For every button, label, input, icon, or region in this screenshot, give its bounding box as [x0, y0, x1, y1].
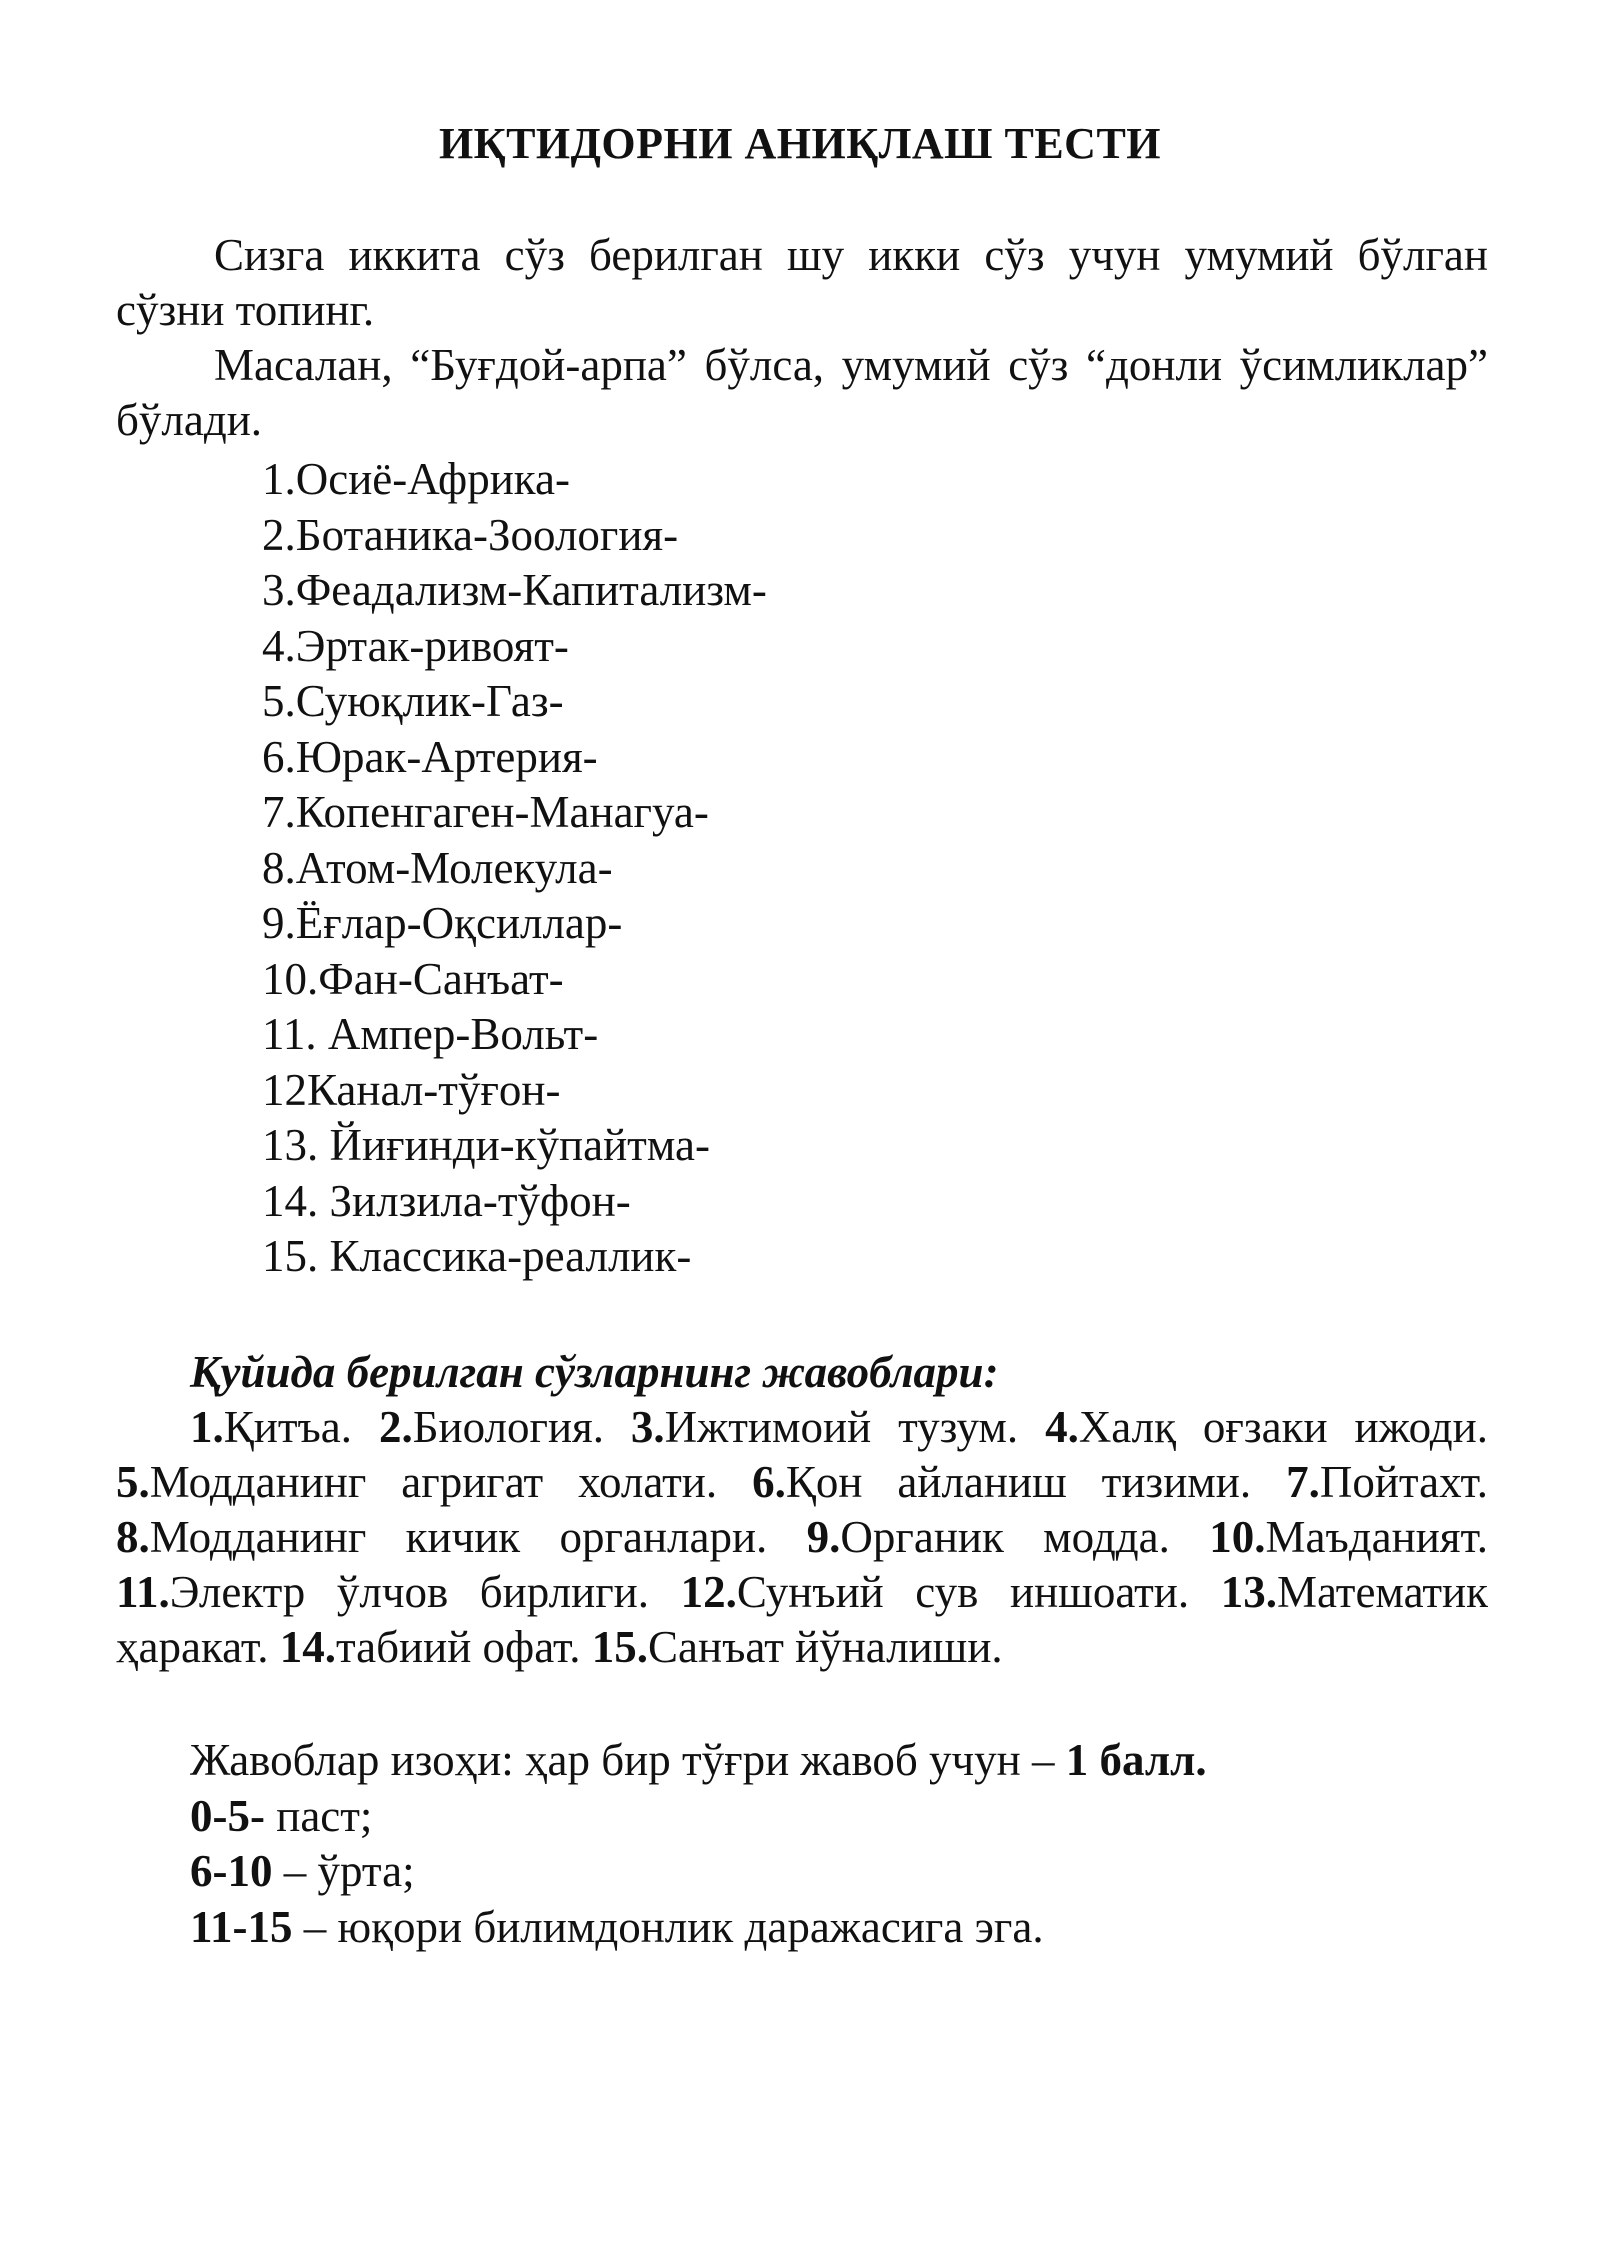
scoring-label: – юқори билимдонлик даражасига эга.: [292, 1901, 1044, 1952]
answer-number: 10.: [1209, 1512, 1266, 1562]
answer-text: Қитъа.: [223, 1402, 353, 1452]
scoring-range: 11-15: [190, 1901, 293, 1952]
list-item: 15. Классика-реаллик-: [262, 1231, 692, 1281]
answer-text: Модданинг кичик органлари.: [149, 1512, 768, 1562]
answers-heading: Қуйида берилган сўзларнинг жавоблари:: [190, 1347, 999, 1397]
answer-text: Қон айланиш тизими.: [785, 1457, 1252, 1507]
answer-number: 15.: [591, 1622, 649, 1672]
answer-text: Биология.: [412, 1402, 604, 1452]
scoring-note: [190, 1733, 1207, 1789]
scoring-label: – ўрта;: [272, 1846, 415, 1896]
answer-text: Ижтимоий тузум.: [664, 1402, 1019, 1452]
answer-number: 1.: [190, 1402, 224, 1452]
list-item: 10.Фан-Санъат-: [262, 953, 564, 1004]
scoring-note-text: Жавоблар изоҳи: ҳар бир тўғри жавоб учун –: [190, 1735, 1066, 1785]
answer-text: табиий офат.: [335, 1622, 581, 1672]
intro-block: [116, 228, 1488, 448]
list-item: 13. Йиғинди-кўпайтма-: [262, 1120, 710, 1170]
list-item: 3.Феадализм-Капитализм-: [262, 565, 767, 615]
list-item: 11. Ампер-Вольт-: [262, 1009, 599, 1059]
list-item: 4.Эртак-ривоят-: [262, 620, 569, 671]
list-item: 6.Юрак-Артерия-: [262, 731, 598, 782]
scoring-level: [190, 1844, 1207, 1900]
answer-number: 11.: [116, 1567, 170, 1617]
instruction-paragraph: Сизга иккита сўз берилган шу икки сўз учун умумий бўлган сўзни топинг.: [116, 230, 1488, 335]
scoring-level: [190, 1789, 1207, 1845]
list-item: 2.Ботаника-Зоология-: [262, 509, 679, 560]
answer-number: 12.: [680, 1567, 737, 1617]
answer-text: Математик ҳаракат.: [116, 1567, 1489, 1672]
answer-number: 6.: [752, 1457, 786, 1507]
scoring-range: 6-10: [190, 1846, 273, 1896]
list-item: 12Канал-тўғон-: [262, 1064, 561, 1115]
list-item: 1.Осиё-Африка-: [262, 454, 570, 504]
word-pair-list: [262, 452, 767, 1285]
scoring-level: [190, 1900, 1207, 1956]
answer-text: Органик модда.: [840, 1512, 1170, 1562]
answer-text: Сунъий сув иншоати.: [736, 1567, 1190, 1617]
answers-block: [116, 1400, 1488, 1675]
page-title: ИҚТИДОРНИ АНИҚЛАШ ТЕСТИ: [438, 119, 1162, 168]
answer-number: 4.: [1045, 1402, 1079, 1452]
answer-number: 9.: [806, 1512, 841, 1562]
answer-number: 13.: [1220, 1567, 1277, 1617]
list-item: 5.Суюқлик-Газ-: [262, 676, 564, 726]
answer-text: Маъданият.: [1265, 1512, 1489, 1562]
list-item: 8.Атом-Молекула-: [262, 842, 613, 893]
scoring-points: 1 балл.: [1065, 1735, 1207, 1785]
answer-text: Санъат йўналиши.: [648, 1622, 1003, 1672]
list-item: 14. Зилзила-тўфон-: [262, 1175, 631, 1226]
answer-text: Халқ оғзаки ижоди.: [1078, 1402, 1489, 1452]
answer-number: 2.: [378, 1402, 413, 1452]
answers-paragraph: [116, 1400, 1488, 1675]
answer-text: Пойтахт.: [1319, 1457, 1489, 1507]
list-item: 7.Копенгаген-Манагуа-: [262, 787, 709, 837]
answer-text: Модданинг агригат холати.: [149, 1457, 718, 1507]
answer-number: 5.: [116, 1457, 150, 1507]
answer-number: 7.: [1286, 1457, 1320, 1507]
list-item: 9.Ёғлар-Оқсиллар-: [262, 898, 623, 948]
answer-number: 8.: [116, 1512, 150, 1562]
example-paragraph: Масалан, “Буғдой-арпа” бўлса, умумий сўз “донли ўсимликлар” бўлади.: [116, 340, 1488, 445]
scoring-list: [190, 1733, 1207, 1955]
scoring-label: паст;: [264, 1790, 373, 1841]
answer-text: Электр ўлчов бирлиги.: [169, 1567, 649, 1617]
scoring-range: 0-5-: [190, 1790, 265, 1841]
answer-number: 14.: [279, 1622, 336, 1672]
answer-number: 3.: [630, 1402, 665, 1452]
